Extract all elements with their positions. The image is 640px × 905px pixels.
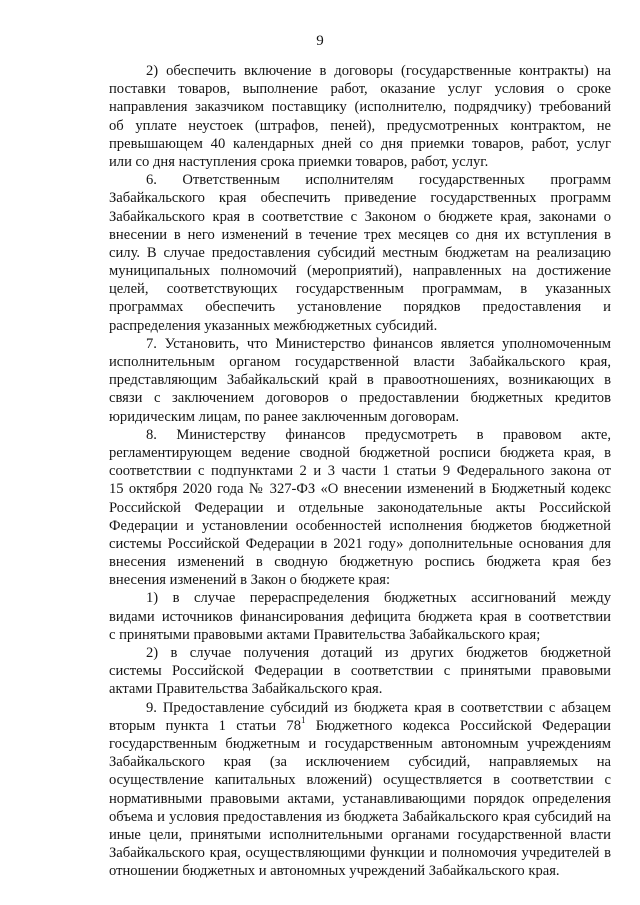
text-line-content: направления заказчиком поставщику (исполнителю, подрядчику) требований xyxy=(109,99,611,116)
text-line xyxy=(109,317,611,335)
text-line xyxy=(109,790,611,808)
text-line-content: объема и условия предоставления из бюджета Забайкальского края субсидий на xyxy=(109,808,611,825)
text-line-content: или со дня наступления срока приемки товаров, работ, услуг. xyxy=(109,153,489,170)
text-line xyxy=(109,98,611,116)
text-line-content: актами Правительства Забайкальского края. xyxy=(109,681,383,698)
text-line xyxy=(109,208,611,226)
text-line-content: Федерации и установлении особенностей исполнения бюджетов бюджетной xyxy=(109,517,611,534)
text-line xyxy=(109,714,611,735)
text-line xyxy=(109,153,611,171)
text-line xyxy=(109,553,611,571)
text-line xyxy=(109,808,611,826)
text-line xyxy=(109,389,611,407)
text-line-content: Забайкальского края, осуществляющими функции и полномочия учредителей в xyxy=(109,845,611,862)
text-line xyxy=(109,280,611,298)
text-line-content: силу. В случае предоставления субсидий местным бюджетам на реализацию xyxy=(109,244,611,261)
text-line xyxy=(109,826,611,844)
text-line-content: представляющим Забайкальский край в правоотношениях, возникающих в xyxy=(109,372,611,389)
text-line-content: Забайкальского края в соответствие с Законом о бюджете края, законами о xyxy=(109,208,611,225)
text-line-content: государственным бюджетным и государственным автономным учреждениям xyxy=(109,735,611,752)
text-line xyxy=(109,662,611,680)
text-line xyxy=(109,462,611,480)
text-line-content: 15 октября 2020 года № 327-ФЗ «О внесении изменений в Бюджетный кодекс xyxy=(109,481,611,498)
text-line-content: 7. Установить, что Министерство финансов является уполномоченным xyxy=(146,335,611,352)
text-line-content: программах обеспечить установление порядков предоставления и xyxy=(109,299,611,316)
text-line xyxy=(109,517,611,535)
text-line-content: об уплате неустоек (штрафов, пеней), предусмотренных контрактом, не xyxy=(109,117,611,134)
text-line xyxy=(109,408,611,426)
text-line-content: 1) в случае перераспределения бюджетных ассигнований между xyxy=(146,590,611,607)
text-line-content: внесения изменений в Закон о бюджете края: xyxy=(109,572,390,589)
text-line xyxy=(109,117,611,135)
superscript: 1 xyxy=(301,714,306,725)
text-line xyxy=(109,680,611,698)
text-line xyxy=(109,535,611,553)
text-line-content: осуществление капитальных вложений) осуществляется в соответствии с xyxy=(109,772,611,789)
text-line xyxy=(109,644,611,662)
text-line-content: связи с заключением договоров о предоставлении бюджетных кредитов xyxy=(109,390,611,407)
text-line-content: исполнительным органом государственной власти Забайкальского края, xyxy=(109,354,611,370)
text-line-content: 9. Предоставление субсидий из бюджета края в соответствии с абзацем xyxy=(146,699,611,716)
text-line xyxy=(109,608,611,626)
text-line xyxy=(109,244,611,262)
text-line-content: 2) обеспечить включение в договоры (государственные контракты) на xyxy=(146,63,611,79)
text-line-content: отношении бюджетных и автономных учреждений Забайкальского края. xyxy=(109,863,560,880)
text-line-content: муниципальных полномочий (мероприятий), направленных на достижение xyxy=(109,263,611,280)
text-line-continuation: Бюджетного кодекса Российской Федерации xyxy=(305,717,611,734)
text-line-content: поставки товаров, выполнение работ, оказание услуг условия о сроке xyxy=(109,81,611,98)
text-line-content: Российской Федерации и отдельные законодательные акты Российской xyxy=(109,499,611,516)
text-line-content: нормативными правовыми актами, устанавливающими порядок определения xyxy=(109,790,611,807)
text-line xyxy=(109,844,611,862)
text-line xyxy=(109,171,611,189)
document-body xyxy=(109,62,611,880)
text-line xyxy=(109,62,611,80)
text-line xyxy=(109,135,611,153)
text-line xyxy=(109,262,611,280)
text-line-content: системы Российской Федерации в 2021 году» дополнительные основания для xyxy=(109,535,611,552)
text-line-content: системы Российской Федерации в соответствии с принятыми правовыми xyxy=(109,663,611,680)
text-line xyxy=(109,699,611,717)
text-line-content: иные цели, принятыми исполнительными органами государственной власти xyxy=(109,826,611,843)
text-line xyxy=(109,862,611,880)
text-line xyxy=(109,189,611,207)
text-line xyxy=(109,571,611,589)
text-line-content: юридическим лицам, по ранее заключенным договорам. xyxy=(109,408,460,425)
text-line xyxy=(109,335,611,353)
text-line xyxy=(109,735,611,753)
text-line-content: целей, соответствующих государственным программам, в указанных xyxy=(109,281,611,298)
text-line xyxy=(109,80,611,98)
text-line xyxy=(109,626,611,644)
text-line-content: 8. Министерству финансов предусмотреть в правовом акте, xyxy=(146,426,611,443)
text-line-content: внесении в него изменений в течение трех месяцев со дня их вступления в xyxy=(109,226,611,243)
text-line-content: соответствии с подпунктами 2 и 3 части 1 статьи 9 Федерального закона от xyxy=(109,463,611,480)
text-line-content: с принятыми правовыми актами Правительства Забайкальского края; xyxy=(109,626,541,643)
text-line-content: распределения указанных межбюджетных субсидий. xyxy=(109,317,438,334)
text-line xyxy=(109,480,611,498)
text-line xyxy=(109,589,611,607)
text-line xyxy=(109,444,611,462)
text-line-content: регламентирующем ведение сводной бюджетной росписи бюджета края, в xyxy=(109,444,611,461)
text-line-content: превышающем 40 календарных дней со дня приемки товаров, работ, услуг xyxy=(109,135,611,152)
text-line-content: 2) в случае получения дотаций из других бюджетов бюджетной xyxy=(146,645,611,661)
text-line xyxy=(109,753,611,771)
text-line xyxy=(109,298,611,316)
text-line xyxy=(109,371,611,389)
text-line-content: внесения изменений в сводную бюджетную роспись бюджета края без xyxy=(109,554,611,571)
page-number: 9 xyxy=(316,33,324,49)
text-line xyxy=(109,499,611,517)
text-line-content: видами источников финансирования дефицита бюджета края в соответствии xyxy=(109,608,611,625)
text-line xyxy=(109,353,611,371)
text-line-content: Забайкальского края (за исключением субсидий, направляемых на xyxy=(109,754,611,771)
text-line-content: 6. Ответственным исполнителям государственных программ xyxy=(146,172,611,189)
text-line xyxy=(109,771,611,789)
text-line xyxy=(109,426,611,444)
text-line-content: Забайкальского края обеспечить приведение государственных программ xyxy=(109,190,611,207)
text-line xyxy=(109,226,611,244)
text-line-content: вторым пункта 1 статьи 78 xyxy=(109,717,301,734)
